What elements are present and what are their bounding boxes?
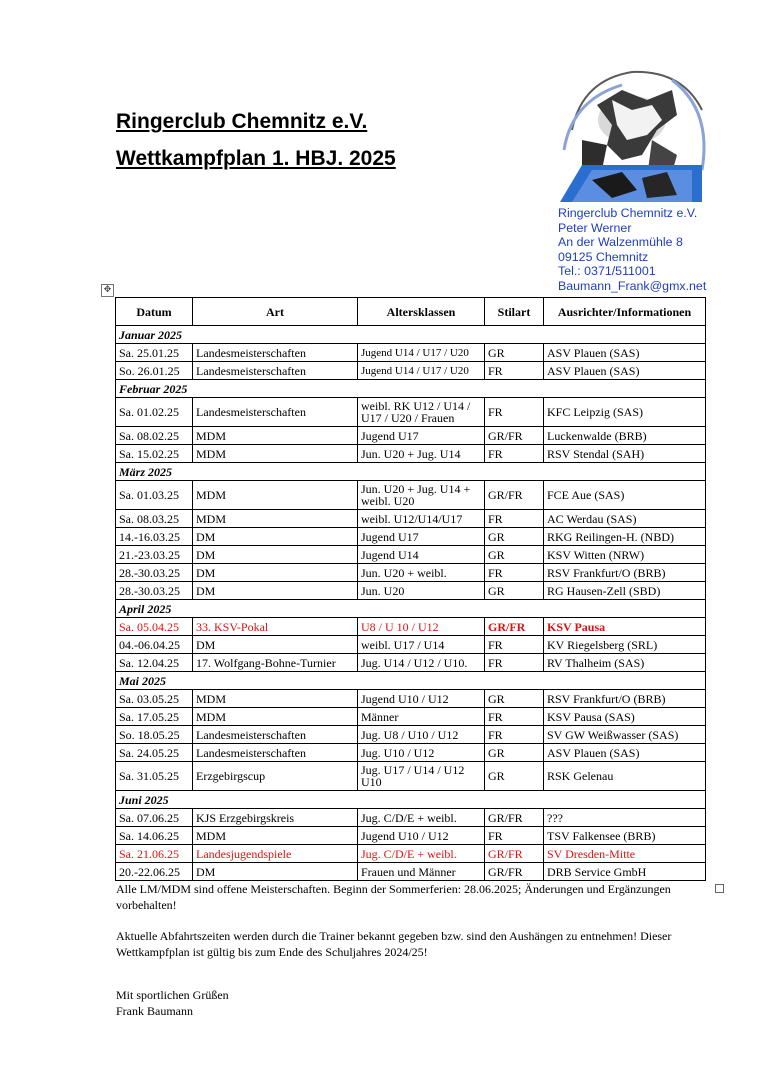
cell-type: Landesmeisterschaften: [193, 726, 358, 744]
wrestling-logo-icon: [552, 60, 714, 206]
cell-date: Sa. 01.03.25: [116, 481, 193, 510]
cell-style: GR/FR: [485, 863, 544, 881]
header-ausrichter: Ausrichter/Informationen: [544, 298, 706, 326]
note-paragraph-1: Alle LM/MDM sind offene Meisterschaften. Beginn der Sommerferien: 28.06.2025; Änderungen und Ergänzungen vorbehalten!: [116, 882, 671, 912]
table-row: [116, 863, 706, 881]
cell-date: So. 26.01.25: [116, 362, 193, 380]
cell-type: DM: [193, 863, 358, 881]
header-datum: Datum: [116, 298, 193, 326]
plan-title: Wettkampfplan 1. HBJ. 2025: [116, 147, 396, 170]
cell-style: GR: [485, 344, 544, 362]
cell-age: Jug. U8 / U10 / U12: [358, 726, 485, 744]
section-row: [116, 672, 706, 690]
table-row-highlight: [116, 845, 706, 863]
cell-age: Jugend U10 / U12: [358, 690, 485, 708]
cell-age: Jug. C/D/E + weibl.: [358, 845, 485, 863]
cell-type: 33. KSV-Pokal: [193, 618, 358, 636]
cell-type: Landesjugendspiele: [193, 845, 358, 863]
table-row: [116, 809, 706, 827]
cell-host: ASV Plauen (SAS): [544, 744, 706, 762]
cell-host: FCE Aue (SAS): [544, 481, 706, 510]
cell-host: ASV Plauen (SAS): [544, 344, 706, 362]
cell-host: ASV Plauen (SAS): [544, 362, 706, 380]
section-title: Januar 2025: [116, 326, 706, 344]
cell-style: GR/FR: [485, 809, 544, 827]
cell-type: DM: [193, 564, 358, 582]
cell-style: GR: [485, 762, 544, 791]
cell-style: FR: [485, 654, 544, 672]
cell-type: DM: [193, 528, 358, 546]
table-row: [116, 510, 706, 528]
table-row: [116, 546, 706, 564]
section-row: [116, 326, 706, 344]
cell-date: Sa. 07.06.25: [116, 809, 193, 827]
cell-host: AC Werdau (SAS): [544, 510, 706, 528]
cell-date: Sa. 14.06.25: [116, 827, 193, 845]
cell-type: MDM: [193, 427, 358, 445]
contact-street: An der Walzenmühle 8: [558, 235, 683, 250]
table-row: [116, 564, 706, 582]
table-row: [116, 744, 706, 762]
cell-type: MDM: [193, 690, 358, 708]
cell-date: Sa. 17.05.25: [116, 708, 193, 726]
table-header-row: [116, 298, 706, 326]
table-row: [116, 481, 706, 510]
table-row: [116, 708, 706, 726]
cell-type: DM: [193, 546, 358, 564]
cell-host: RG Hausen-Zell (SBD): [544, 582, 706, 600]
cell-age: Jun. U20 + Jug. U14: [358, 445, 485, 463]
cell-date: Sa. 15.02.25: [116, 445, 193, 463]
cell-type: 17. Wolfgang-Bohne-Turnier: [193, 654, 358, 672]
table-row: [116, 636, 706, 654]
cell-host: RKG Reilingen-H. (NBD): [544, 528, 706, 546]
table-row: [116, 690, 706, 708]
cell-host: KV Riegelsberg (SRL): [544, 636, 706, 654]
cell-age: weibl. U17 / U14: [358, 636, 485, 654]
section-title: Mai 2025: [116, 672, 706, 690]
section-title: April 2025: [116, 600, 706, 618]
cell-style: FR: [485, 827, 544, 845]
cell-age: weibl. U12/U14/U17: [358, 510, 485, 528]
cell-date: Sa. 31.05.25: [116, 762, 193, 791]
cell-style: GR: [485, 582, 544, 600]
cell-host: DRB Service GmbH: [544, 863, 706, 881]
signature: Frank Baumann: [116, 1004, 193, 1018]
cell-host: KSV Pausa (SAS): [544, 708, 706, 726]
cell-style: FR: [485, 510, 544, 528]
cell-type: Landesmeisterschaften: [193, 744, 358, 762]
contact-email[interactable]: Baumann_Frank@gmx.net: [558, 278, 707, 293]
contact-person: Peter Werner: [558, 220, 632, 235]
cell-age: Jugend U14 / U17 / U20: [358, 344, 485, 362]
cell-type: MDM: [193, 445, 358, 463]
cell-type: Landesmeisterschaften: [193, 344, 358, 362]
table-row: [116, 398, 706, 427]
cell-style: FR: [485, 636, 544, 654]
cell-type: MDM: [193, 481, 358, 510]
cell-style: FR: [485, 445, 544, 463]
cell-host: KFC Leipzig (SAS): [544, 398, 706, 427]
header-stilart: Stilart: [485, 298, 544, 326]
closing-block: [116, 987, 712, 1019]
table-row: [116, 362, 706, 380]
cell-date: Sa. 08.02.25: [116, 427, 193, 445]
note-paragraph-2: Aktuelle Abfahrtszeiten werden durch die Trainer bekannt gegeben bzw. sind den Aushängen zu entnehmen! Dieser Wettkampfplan ist gültig bis zum Ende des Schuljahres 2024/25!: [116, 929, 672, 959]
section-row: [116, 463, 706, 481]
cell-host: KSV Witten (NRW): [544, 546, 706, 564]
header-art: Art: [193, 298, 358, 326]
cell-type: KJS Erzgebirgskreis: [193, 809, 358, 827]
cell-date: Sa. 03.05.25: [116, 690, 193, 708]
cell-host: TSV Falkensee (BRB): [544, 827, 706, 845]
table-row: [116, 654, 706, 672]
table-row: [116, 528, 706, 546]
cell-style: GR/FR: [485, 845, 544, 863]
cell-type: Landesmeisterschaften: [193, 362, 358, 380]
cell-host: RSV Frankfurt/O (BRB): [544, 564, 706, 582]
cell-style: FR: [485, 708, 544, 726]
contact-club: Ringerclub Chemnitz e.V.: [558, 206, 698, 220]
cell-age: Jugend U10 / U12: [358, 827, 485, 845]
cell-age: Jun. U20 + weibl.: [358, 564, 485, 582]
competition-table: [115, 297, 706, 881]
cell-date: 14.-16.03.25: [116, 528, 193, 546]
greeting: Mit sportlichen Grüßen: [116, 988, 229, 1002]
cell-age: Männer: [358, 708, 485, 726]
cell-host: RSK Gelenau: [544, 762, 706, 791]
table-row: [116, 762, 706, 791]
section-row: [116, 380, 706, 398]
section-row: [116, 791, 706, 809]
cell-style: GR: [485, 744, 544, 762]
table-resize-handle-icon[interactable]: [715, 884, 724, 893]
cell-type: MDM: [193, 510, 358, 528]
cell-host: Luckenwalde (BRB): [544, 427, 706, 445]
cell-age: weibl. RK U12 / U14 / U17 / U20 / Frauen: [358, 398, 485, 427]
cell-style: GR: [485, 528, 544, 546]
contact-phone: Tel.: 0371/511001: [558, 264, 656, 279]
cell-style: GR: [485, 690, 544, 708]
cell-host: RSV Stendal (SAH): [544, 445, 706, 463]
cell-age: Jugend U17: [358, 528, 485, 546]
cell-date: 28.-30.03.25: [116, 564, 193, 582]
cell-date: 20.-22.06.25: [116, 863, 193, 881]
cell-age: Jug. U17 / U14 / U12 U10: [358, 762, 485, 791]
cell-age: Jug. U14 / U12 / U10.: [358, 654, 485, 672]
cell-host: RV Thalheim (SAS): [544, 654, 706, 672]
cell-date: Sa. 25.01.25: [116, 344, 193, 362]
cell-age: Jun. U20 + Jug. U14 + weibl. U20: [358, 481, 485, 510]
table-move-handle-icon[interactable]: ✥: [101, 284, 114, 297]
cell-type: MDM: [193, 708, 358, 726]
cell-host: ???: [544, 809, 706, 827]
table-row: [116, 427, 706, 445]
cell-host: SV GW Weißwasser (SAS): [544, 726, 706, 744]
table-row: [116, 344, 706, 362]
cell-style: FR: [485, 564, 544, 582]
cell-date: Sa. 05.04.25: [116, 618, 193, 636]
cell-type: Erzgebirgscup: [193, 762, 358, 791]
table-row: [116, 726, 706, 744]
table-row: [116, 827, 706, 845]
cell-style: GR: [485, 546, 544, 564]
cell-style: GR/FR: [485, 427, 544, 445]
contact-city: 09125 Chemnitz: [558, 249, 649, 264]
header-altersklassen: Altersklassen: [358, 298, 485, 326]
cell-date: 21.-23.03.25: [116, 546, 193, 564]
cell-date: Sa. 24.05.25: [116, 744, 193, 762]
section-title: Februar 2025: [116, 380, 706, 398]
cell-age: Jugend U17: [358, 427, 485, 445]
contact-block: [558, 206, 706, 294]
table-row-highlight: [116, 618, 706, 636]
cell-date: 04.-06.04.25: [116, 636, 193, 654]
cell-host: RSV Frankfurt/O (BRB): [544, 690, 706, 708]
cell-date: Sa. 08.03.25: [116, 510, 193, 528]
section-row: [116, 600, 706, 618]
cell-age: Jun. U20: [358, 582, 485, 600]
cell-age: Jug. U10 / U12: [358, 744, 485, 762]
cell-age: Jugend U14 / U17 / U20: [358, 362, 485, 380]
cell-style: GR/FR: [485, 618, 544, 636]
club-title: Ringerclub Chemnitz e.V.: [116, 110, 368, 133]
table-row: [116, 582, 706, 600]
cell-age: Jug. C/D/E + weibl.: [358, 809, 485, 827]
cell-date: 28.-30.03.25: [116, 582, 193, 600]
table-row: [116, 445, 706, 463]
cell-date: Sa. 21.06.25: [116, 845, 193, 863]
cell-type: Landesmeisterschaften: [193, 398, 358, 427]
cell-host: KSV Pausa: [544, 618, 706, 636]
section-title: Juni 2025: [116, 791, 706, 809]
cell-age: U8 / U 10 / U12: [358, 618, 485, 636]
cell-style: FR: [485, 362, 544, 380]
cell-type: MDM: [193, 827, 358, 845]
cell-host: SV Dresden-Mitte: [544, 845, 706, 863]
cell-date: Sa. 12.04.25: [116, 654, 193, 672]
cell-style: FR: [485, 726, 544, 744]
cell-date: So. 18.05.25: [116, 726, 193, 744]
cell-type: DM: [193, 636, 358, 654]
cell-age: Frauen und Männer: [358, 863, 485, 881]
section-title: März 2025: [116, 463, 706, 481]
cell-age: Jugend U14: [358, 546, 485, 564]
cell-style: GR/FR: [485, 481, 544, 510]
cell-date: Sa. 01.02.25: [116, 398, 193, 427]
cell-type: DM: [193, 582, 358, 600]
cell-style: FR: [485, 398, 544, 427]
